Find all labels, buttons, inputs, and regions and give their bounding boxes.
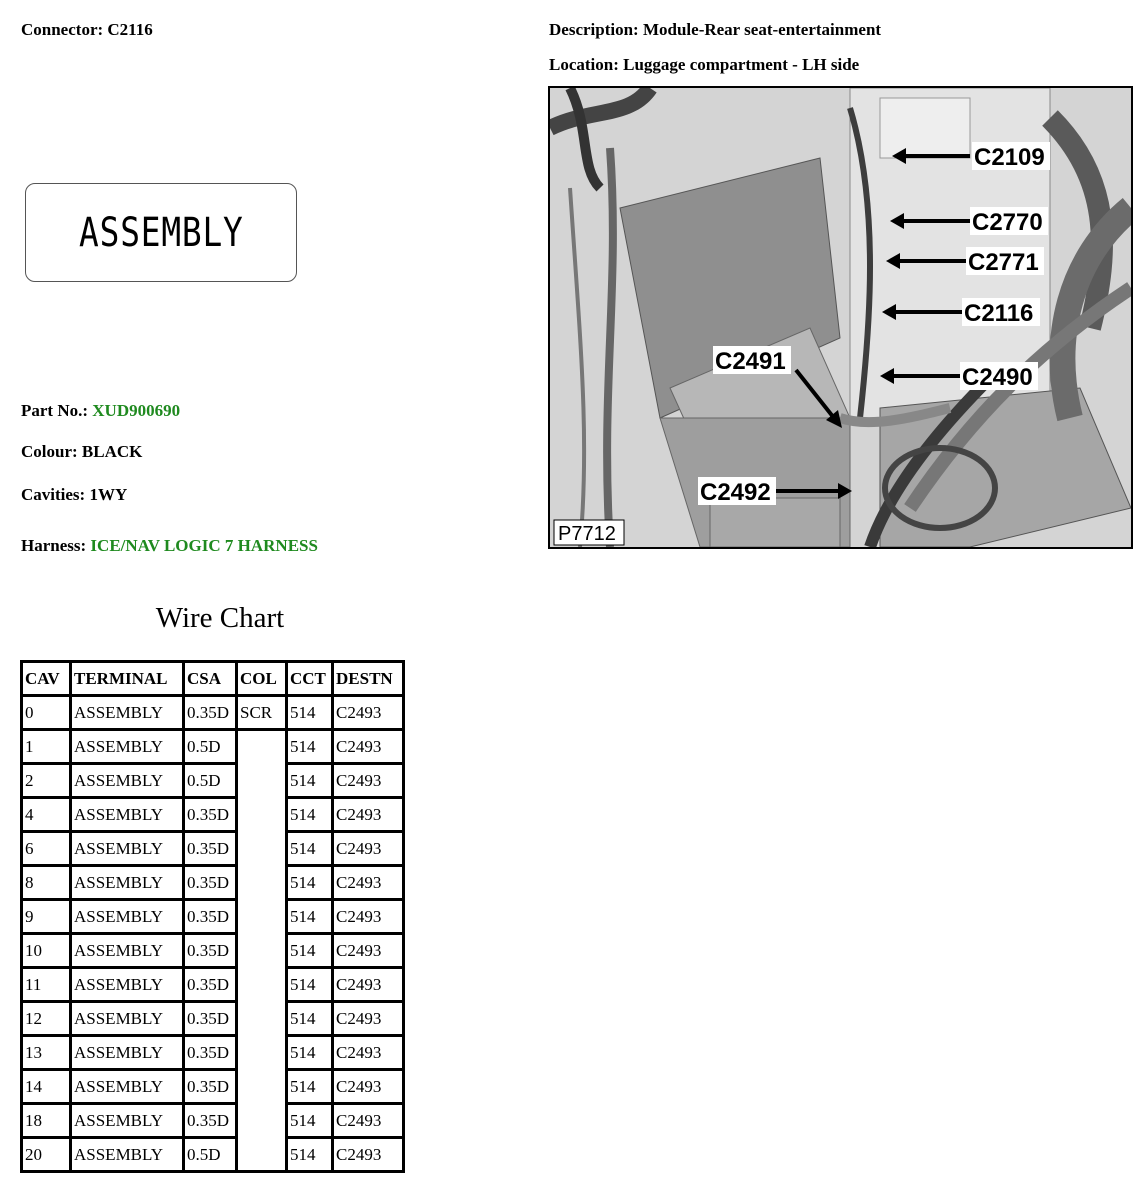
colour-value: BLACK bbox=[81, 442, 143, 461]
cell-csa: 0.35D bbox=[185, 697, 235, 728]
cell-cct: 514 bbox=[288, 969, 331, 1000]
cell-cav: 18 bbox=[23, 1105, 69, 1136]
part-label: Part No.: bbox=[21, 401, 89, 420]
cell-cct: 514 bbox=[288, 833, 331, 864]
cell-csa: 0.35D bbox=[185, 833, 235, 864]
cell-cav: 1 bbox=[23, 731, 69, 762]
cell-destn: C2493 bbox=[334, 1037, 402, 1068]
cell-cav: 14 bbox=[23, 1071, 69, 1102]
table-row bbox=[23, 867, 402, 898]
cell-cct: 514 bbox=[288, 901, 331, 932]
table-row bbox=[23, 731, 402, 762]
cell-csa: 0.35D bbox=[185, 901, 235, 932]
callout-c2109: C2109 bbox=[974, 144, 1045, 171]
cell-cav: 10 bbox=[23, 935, 69, 966]
table-row bbox=[23, 799, 402, 830]
table-row bbox=[23, 833, 402, 864]
cell-destn: C2493 bbox=[334, 765, 402, 796]
connector-value: C2116 bbox=[107, 20, 153, 39]
cell-terminal: ASSEMBLY bbox=[72, 731, 182, 762]
harness-line bbox=[21, 536, 318, 556]
cell-cct: 514 bbox=[288, 935, 331, 966]
cell-destn: C2493 bbox=[334, 867, 402, 898]
header-col: COL bbox=[238, 663, 285, 694]
description-label: Description: bbox=[549, 20, 639, 39]
connector-label: Connector: bbox=[21, 20, 104, 39]
header-cct: CCT bbox=[288, 663, 331, 694]
cell-cct: 514 bbox=[288, 1071, 331, 1102]
description-value: Module-Rear seat-entertainment bbox=[642, 20, 882, 39]
cell-destn: C2493 bbox=[334, 901, 402, 932]
connector-line bbox=[21, 20, 153, 40]
cell-terminal: ASSEMBLY bbox=[72, 867, 182, 898]
cell-col: SCR bbox=[238, 697, 285, 728]
cell-destn: C2493 bbox=[334, 799, 402, 830]
cell-destn: C2493 bbox=[334, 697, 402, 728]
wire-chart-table bbox=[20, 660, 405, 1173]
harness-value: ICE/NAV LOGIC 7 HARNESS bbox=[90, 536, 318, 555]
cell-csa: 0.5D bbox=[185, 731, 235, 762]
location-label: Location: bbox=[549, 55, 619, 74]
cell-destn: C2493 bbox=[334, 731, 402, 762]
cell-terminal: ASSEMBLY bbox=[72, 1003, 182, 1034]
assembly-box bbox=[25, 183, 297, 282]
cell-csa: 0.5D bbox=[185, 1139, 235, 1170]
table-row bbox=[23, 1105, 402, 1136]
cell-cct: 514 bbox=[288, 1003, 331, 1034]
header-csa: CSA bbox=[185, 663, 235, 694]
part-value: XUD900690 bbox=[92, 401, 181, 420]
cell-csa: 0.35D bbox=[185, 969, 235, 1000]
cell-terminal: ASSEMBLY bbox=[72, 799, 182, 830]
cell-cct: 514 bbox=[288, 867, 331, 898]
cell-csa: 0.5D bbox=[185, 765, 235, 796]
table-row bbox=[23, 935, 402, 966]
cell-cav: 2 bbox=[23, 765, 69, 796]
cell-cct: 514 bbox=[288, 697, 331, 728]
cell-cav: 11 bbox=[23, 969, 69, 1000]
location-line bbox=[549, 55, 859, 75]
table-row bbox=[23, 765, 402, 796]
cell-cav: 8 bbox=[23, 867, 69, 898]
callout-c2491: C2491 bbox=[715, 348, 786, 375]
cell-cct: 514 bbox=[288, 765, 331, 796]
cell-cct: 514 bbox=[288, 731, 331, 762]
location-illustration bbox=[550, 88, 1131, 547]
table-row bbox=[23, 1139, 402, 1170]
cell-terminal: ASSEMBLY bbox=[72, 1037, 182, 1068]
cell-cct: 514 bbox=[288, 1139, 331, 1170]
cell-destn: C2493 bbox=[334, 1139, 402, 1170]
cell-col-merged bbox=[238, 731, 285, 1170]
table-row bbox=[23, 697, 402, 728]
header-terminal: TERMINAL bbox=[72, 663, 182, 694]
cell-cct: 514 bbox=[288, 1105, 331, 1136]
cavities-line bbox=[21, 485, 127, 505]
cavities-value: 1WY bbox=[89, 485, 128, 504]
callout-c2490: C2490 bbox=[962, 364, 1033, 391]
cell-terminal: ASSEMBLY bbox=[72, 1139, 182, 1170]
callout-c2771: C2771 bbox=[968, 249, 1039, 276]
cell-terminal: ASSEMBLY bbox=[72, 901, 182, 932]
cell-cct: 514 bbox=[288, 1037, 331, 1068]
cell-cav: 9 bbox=[23, 901, 69, 932]
part-number-line bbox=[21, 401, 180, 421]
header-destn: DESTN bbox=[334, 663, 402, 694]
cell-csa: 0.35D bbox=[185, 1037, 235, 1068]
assembly-box-text: ASSEMBLY bbox=[78, 209, 244, 256]
cell-terminal: ASSEMBLY bbox=[72, 935, 182, 966]
cell-destn: C2493 bbox=[334, 1071, 402, 1102]
cell-terminal: ASSEMBLY bbox=[72, 697, 182, 728]
cell-destn: C2493 bbox=[334, 1003, 402, 1034]
callout-c2770: C2770 bbox=[972, 209, 1043, 236]
cell-csa: 0.35D bbox=[185, 867, 235, 898]
table-row bbox=[23, 1071, 402, 1102]
figure-code: P7712 bbox=[558, 523, 616, 545]
cell-cav: 0 bbox=[23, 697, 69, 728]
cell-csa: 0.35D bbox=[185, 799, 235, 830]
wire-chart-title: Wire Chart bbox=[155, 602, 285, 634]
cell-terminal: ASSEMBLY bbox=[72, 969, 182, 1000]
cell-cct: 514 bbox=[288, 799, 331, 830]
cell-terminal: ASSEMBLY bbox=[72, 1071, 182, 1102]
harness-label: Harness: bbox=[21, 536, 87, 555]
cell-terminal: ASSEMBLY bbox=[72, 833, 182, 864]
cell-csa: 0.35D bbox=[185, 1003, 235, 1034]
table-header-row bbox=[23, 663, 402, 694]
cell-cav: 12 bbox=[23, 1003, 69, 1034]
colour-label: Colour: bbox=[21, 442, 78, 461]
callout-c2492: C2492 bbox=[700, 479, 771, 506]
cavities-label: Cavities: bbox=[21, 485, 86, 504]
cell-csa: 0.35D bbox=[185, 1071, 235, 1102]
table-row bbox=[23, 1037, 402, 1068]
location-photo bbox=[548, 86, 1133, 549]
colour-line bbox=[21, 442, 142, 462]
table-row bbox=[23, 901, 402, 932]
cell-destn: C2493 bbox=[334, 1105, 402, 1136]
cell-terminal: ASSEMBLY bbox=[72, 1105, 182, 1136]
cell-cav: 13 bbox=[23, 1037, 69, 1068]
callout-c2116: C2116 bbox=[964, 300, 1034, 327]
table-row bbox=[23, 969, 402, 1000]
cell-cav: 20 bbox=[23, 1139, 69, 1170]
cell-destn: C2493 bbox=[334, 833, 402, 864]
cell-cav: 4 bbox=[23, 799, 69, 830]
cell-destn: C2493 bbox=[334, 969, 402, 1000]
description-line bbox=[549, 20, 881, 40]
location-value: Luggage compartment - LH side bbox=[623, 55, 860, 74]
cell-terminal: ASSEMBLY bbox=[72, 765, 182, 796]
cell-csa: 0.35D bbox=[185, 935, 235, 966]
cell-csa: 0.35D bbox=[185, 1105, 235, 1136]
table-row bbox=[23, 1003, 402, 1034]
cell-cav: 6 bbox=[23, 833, 69, 864]
cell-destn: C2493 bbox=[334, 935, 402, 966]
header-cav: CAV bbox=[23, 663, 69, 694]
